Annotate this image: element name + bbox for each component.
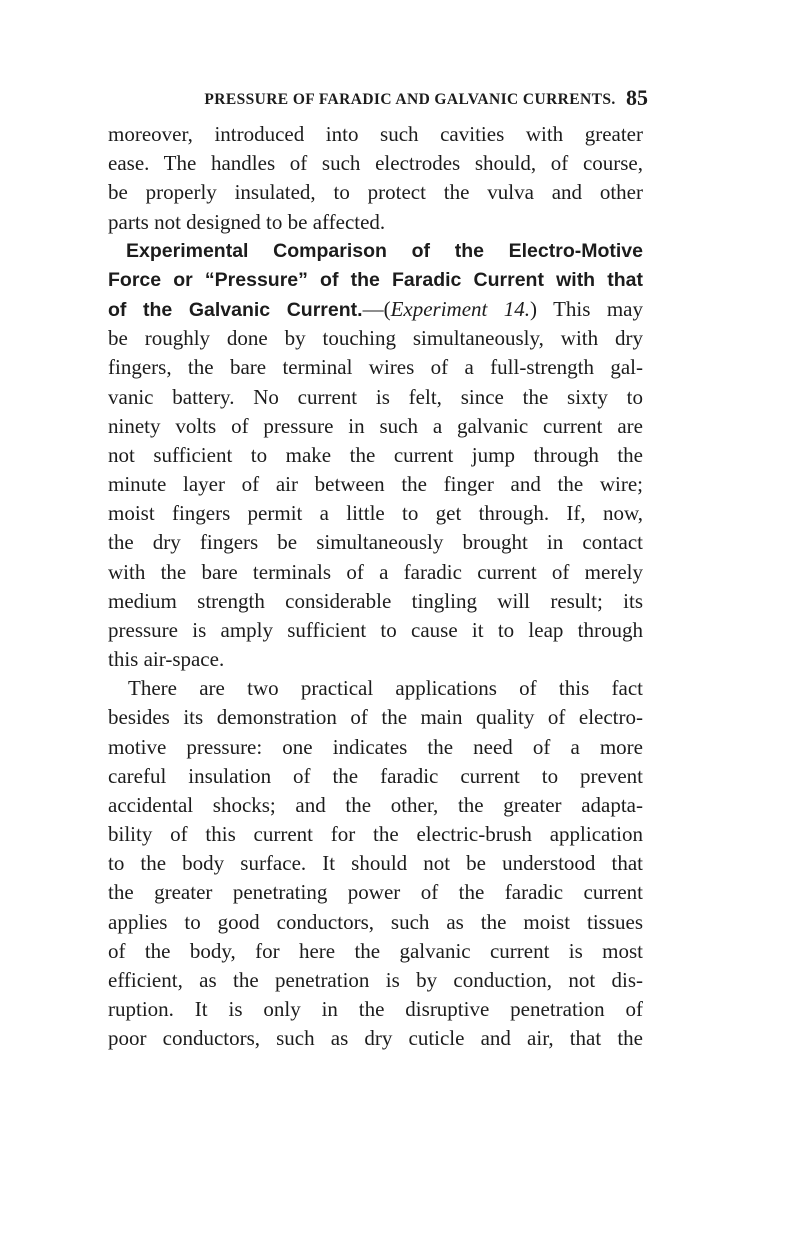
paragraph-first-line: There are two practical applications of this fact [128,676,643,701]
text-line: vanic battery. No current is felt, since the sixty to [108,384,643,409]
text-line: efficient, as the penetration is by conduction, not dis- [108,967,643,992]
text-line: medium strength considerable tingling will result; its [108,588,643,613]
text-line: be roughly done by touching simultaneously, with dry [108,326,643,351]
text-line: ease. The handles of such electrodes should, of course, [108,151,643,176]
text-line: the dry fingers be simultaneously brought in contact [108,530,643,555]
text-line: to the body surface. It should not be understood that [108,851,643,876]
text-line: fingers, the bare terminal wires of a full-strength gal- [108,355,643,380]
page-number: 85 [626,85,648,110]
text-line: moist fingers permit a little to get through. If, now, [108,501,643,526]
text-line: of the body, for here the galvanic current is most [108,938,643,963]
text-line: bility of this current for the electric-brush application [108,822,643,847]
text-line: careful insulation of the faradic current to prevent [108,763,643,788]
heading-dash: —( [362,297,391,322]
section-heading-tail: of the Galvanic Current. [108,299,363,322]
section-heading-line: Experimental Comparison of the Electro-Motive [126,239,643,262]
text-line: this air-space. [108,647,225,672]
running-head: PRESSURE OF FARADIC AND GALVANIC CURRENTS. [204,91,616,108]
body-text [108,120,643,1054]
text-line: besides its demonstration of the main quality of electro- [108,705,643,730]
text-line: poor conductors, such as dry cuticle and air, that the [108,1026,643,1051]
text-line: ruption. It is only in the disruptive penetration of [108,997,643,1022]
text-line: the greater penetrating power of the faradic current [108,880,643,905]
text-line-fragment: This may [553,297,643,322]
experiment-close: ) [530,297,538,322]
text-line: accidental shocks; and the other, the greater adapta- [108,792,643,817]
text-line: be properly insulated, to protect the vulva and other [108,180,643,205]
text-line: applies to good conductors, such as the moist tissues [108,909,643,934]
experiment-reference: Experiment 14. [390,297,531,322]
text-line: ninety volts of pressure in such a galvanic current are [108,413,643,438]
text-line: not sufficient to make the current jump through the [108,442,643,467]
text-line: moreover, introduced into such cavities with greater [108,122,643,146]
text-line: with the bare terminals of a faradic current of merely [108,559,643,584]
section-heading-line: Force or “Pressure” of the Faradic Current with that [108,268,643,291]
text-line: minute layer of air between the finger and the wire; [108,472,643,497]
section-heading-mixed-line [108,295,643,324]
text-line: parts not designed to be affected. [108,209,386,234]
text-line: motive pressure: one indicates the need of a more [108,734,643,759]
text-line: pressure is amply sufficient to cause it to leap through [108,617,643,642]
